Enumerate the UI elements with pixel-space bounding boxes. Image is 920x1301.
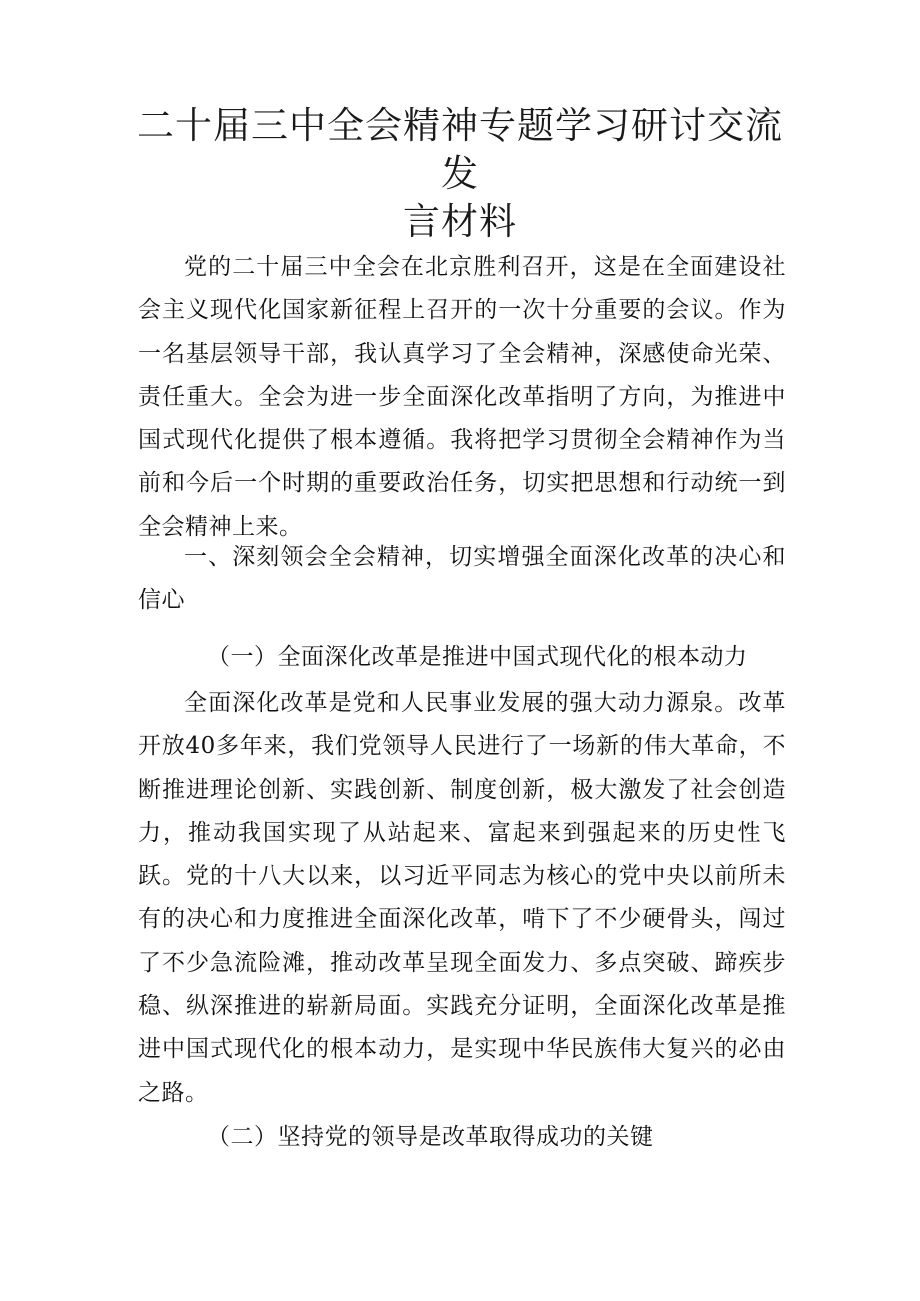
paragraph-block-1 [138,246,786,549]
title-line-1: 二十届三中全会精神专题学习研讨交流发 [137,104,783,195]
subsection-heading-block-2 [138,1116,786,1159]
section-heading-1: 一、深刻领会全会精神，切实增强全面深化改革的决心和信心 [138,544,786,614]
paragraph-block-2 [138,682,786,1115]
paragraph-reform: 全面深化改革是党和人民事业发展的强大动力源泉。改革开放40多年来，我们党领导人民进行了一场新的伟大革命，不断推进理论创新、实践创新、制度创新，极大激发了社会创造力，推动我国实现了从站起来、富起来到强起来的历史性飞跃。党的十八大以来，以习近平同志为核心的党中央以前所未有的决心和力度推进全面深化改革，啃下了不少硬骨头，闯过了不少急流险滩，推动改革呈现全面发力、多点突破、蹄疾步稳、纵深推进的崭新局面。实践充分证明，全面深化改革是推进中国式现代化的根本动力，是实现中华民族伟大复兴的必由之路。 [138,690,786,1106]
title-line-2: 言材料 [403,200,517,243]
document-title [120,102,800,246]
subsection-heading-1: （一）全面深化改革是推进中国式现代化的根本动力 [207,644,748,670]
subsection-heading-block-1 [138,636,786,679]
section-heading-block-1 [138,536,786,623]
subsection-heading-2: （二）坚持党的领导是改革取得成功的关键 [207,1124,654,1150]
paragraph-intro: 党的二十届三中全会在北京胜利召开，这是在全面建设社会主义现代化国家新征程上召开的一次十分重要的会议。作为一名基层领导干部，我认真学习了全会精神，深感使命光荣、责任重大。全会为进一步全面深化改革指明了方向，为推进中国式现代化提供了根本遵循。我将把学习贯彻全会精神作为当前和今后一个时期的重要政治任务，切实把思想和行动统一到全会精神上来。 [138,254,786,540]
